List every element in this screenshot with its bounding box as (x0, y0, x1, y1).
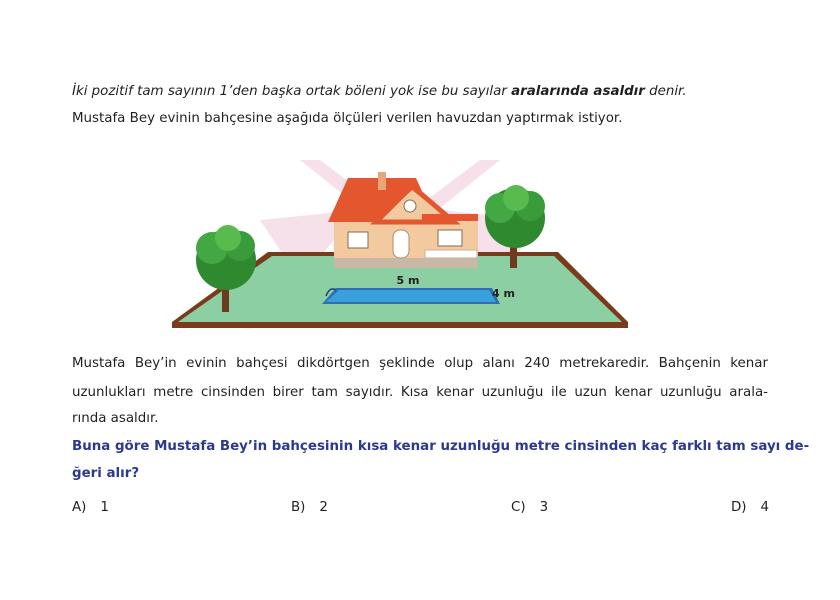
pool-length-label: 5 m (396, 274, 420, 287)
option-a-letter: A) (72, 500, 87, 515)
pool-width-label: 4 m (492, 287, 515, 300)
definition-bold: aralarında asaldır (511, 84, 645, 99)
question-line-2: ğeri alır? (72, 466, 140, 481)
body-line-2: uzunlukları metre cinsinden birer tam sayıdır. Kısa kenar uzunluğu ile uzun kenar uzunluğu arala- (72, 385, 768, 400)
option-b-value: 2 (319, 500, 328, 515)
body-line-3: rında asaldır. (72, 411, 159, 426)
body-line-1: Mustafa Bey’in evinin bahçesi dikdörtgen şeklinde olup alanı 240 metrekaredir. Bahçenin kenar (72, 356, 768, 371)
question-line-1: Buna göre Mustafa Bey’in bahçesinin kısa kenar uzunluğu metre cinsinden kaç farklı tam sayı de- (72, 439, 810, 454)
option-a[interactable] (72, 500, 109, 515)
option-b[interactable] (291, 500, 328, 515)
intro-text: Mustafa Bey evinin bahçesine aşağıda ölçüleri verilen havuzdan yaptırmak istiyor. (72, 111, 623, 126)
option-a-value: 1 (100, 500, 109, 515)
definition-text (72, 84, 687, 99)
option-d-letter: D) (731, 500, 747, 515)
pool (322, 288, 500, 304)
option-c[interactable] (511, 500, 548, 515)
option-b-letter: B) (291, 500, 306, 515)
garden-illustration (150, 150, 650, 335)
option-c-value: 3 (539, 500, 549, 515)
option-c-letter: C) (511, 500, 526, 515)
definition-part2: denir. (644, 84, 687, 99)
definition-part1: İki pozitif tam sayının 1’den başka ortak böleni yok ise bu sayılar (72, 84, 512, 99)
option-d-value: 4 (760, 500, 770, 515)
option-d[interactable] (731, 500, 769, 515)
